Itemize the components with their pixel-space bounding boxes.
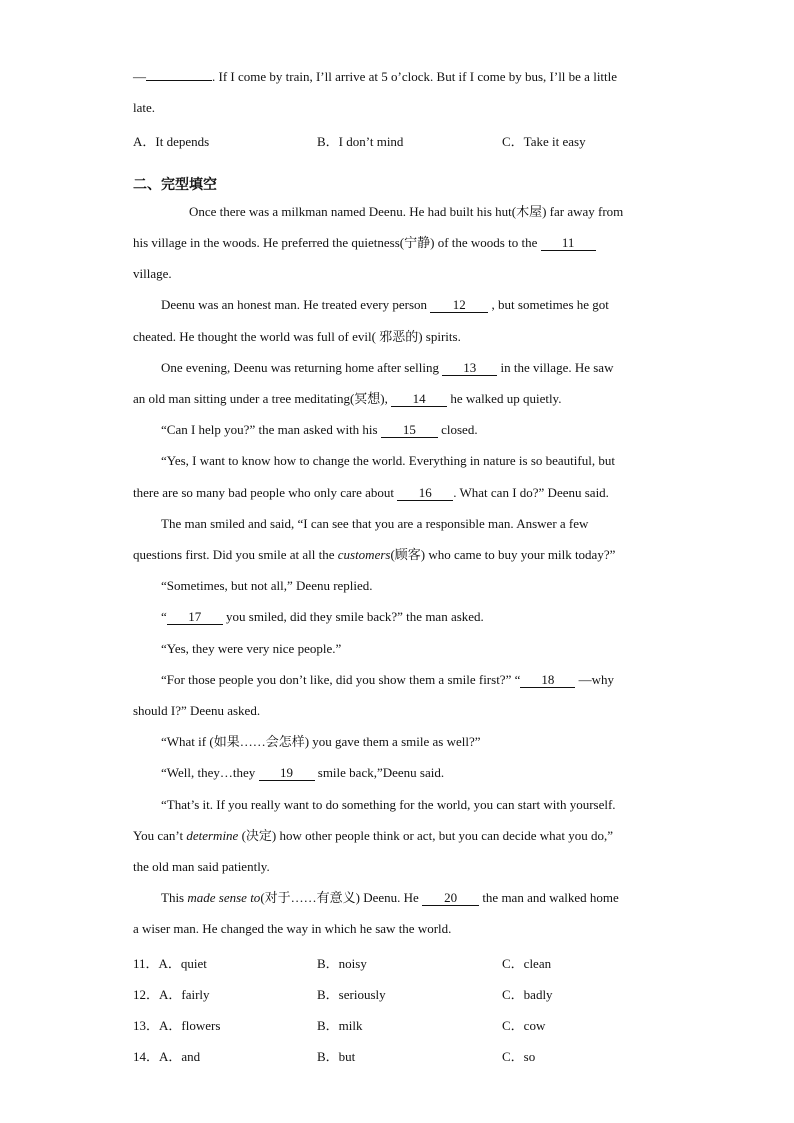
blank-13[interactable]: 13	[442, 361, 497, 376]
passage-p9-line-1: “Yes, they were very nice people.”	[161, 641, 342, 656]
passage-p13-line-2: You can’t determine (决定) how other people think or act, but you can decide what you do,”	[133, 828, 614, 843]
blank-15[interactable]: 15	[381, 423, 438, 438]
question-11-option-a[interactable]: 11．A．quiet	[133, 956, 207, 971]
question-13-option-b[interactable]: B．milk	[317, 1018, 363, 1033]
blank-16[interactable]: 16	[397, 486, 453, 501]
question-14-option-b[interactable]: B．but	[317, 1049, 356, 1064]
question-12-option-b[interactable]: B．seriously	[317, 987, 386, 1002]
question-14-option-a[interactable]: 14．A．and	[133, 1049, 201, 1064]
q10-dash: —	[133, 69, 146, 84]
passage-p1-line-3: village.	[133, 266, 172, 281]
q10-answer-blank[interactable]	[146, 80, 212, 81]
blank-20[interactable]: 20	[422, 891, 479, 906]
blank-17[interactable]: 17	[167, 610, 223, 625]
q10-options	[133, 131, 673, 147]
passage-p3-line-2: an old man sitting under a tree meditating(冥想), 14 he walked up quietly.	[133, 391, 562, 406]
passage-p1-line-1: Once there was a milkman named Deenu. He had built his hut(木屋) far away from	[189, 204, 624, 219]
passage-p11-line-1: “What if (如果……会怎样) you gave them a smile as well?”	[161, 734, 481, 749]
question-12	[133, 984, 673, 1000]
question-11-option-b[interactable]: B．noisy	[317, 956, 367, 971]
passage-p2-line-1: Deenu was an honest man. He treated every person 12 , but sometimes he got	[161, 297, 609, 312]
blank-18[interactable]: 18	[520, 673, 575, 688]
passage-p13-line-3: the old man said patiently.	[133, 859, 270, 874]
question-13-option-a[interactable]: 13．A．flowers	[133, 1018, 221, 1033]
question-12-option-c[interactable]: C．badly	[502, 987, 553, 1002]
q10-option-a[interactable]: A．It depends	[133, 134, 210, 149]
question-12-option-a[interactable]: 12．A．fairly	[133, 987, 210, 1002]
question-11	[133, 953, 673, 969]
passage-p8-line-1: “ 17 you smiled, did they smile back?” the man asked.	[161, 609, 484, 624]
passage-p1-line-2: his village in the woods. He preferred the quietness(宁静) of the woods to the 11	[133, 235, 596, 251]
q10-line-1	[133, 69, 617, 85]
passage-p5-line-2: there are so many bad people who only care about 16 . What can I do?” Deenu said.	[133, 485, 609, 500]
passage-p6-line-2: questions first. Did you smile at all the customers(顾客) who came to buy your milk today?”	[133, 547, 616, 562]
passage-p12-line-1: “Well, they…they 19 smile back,”Deenu said.	[161, 765, 445, 780]
question-14	[133, 1046, 673, 1062]
q10-option-c[interactable]: C．Take it easy	[502, 134, 586, 149]
passage-p10-line-1: “For those people you don’t like, did you show them a smile first?” “ 18 —why	[161, 672, 615, 687]
blank-11[interactable]: 11	[541, 236, 596, 251]
question-14-option-c[interactable]: C．so	[502, 1049, 536, 1064]
passage-p2-line-2: cheated. He thought the world was full of evil( 邪恶的) spirits.	[133, 329, 461, 344]
passage-p3-line-1: One evening, Deenu was returning home after selling 13 in the village. He saw	[161, 360, 614, 375]
passage-p14-line-1: This made sense to(对于……有意义) Deenu. He 20 the man and walked home	[161, 890, 619, 905]
passage-p7-line-1: “Sometimes, but not all,” Deenu replied.	[161, 578, 373, 593]
q10-option-b[interactable]: B．I don’t mind	[317, 134, 404, 149]
blank-12[interactable]: 12	[430, 298, 488, 313]
passage-p4-line-1: “Can I help you?” the man asked with his 15 closed.	[161, 422, 478, 437]
passage-p5-line-1: “Yes, I want to know how to change the world. Everything in nature is so beautiful, but	[161, 453, 615, 468]
section-title: 二、完型填空	[133, 177, 217, 193]
passage-p14-line-2: a wiser man. He changed the way in which he saw the world.	[133, 921, 452, 936]
question-13	[133, 1015, 673, 1031]
q10-text-1: . If I come by train, I’ll arrive at 5 o’clock. But if I come by bus, I’ll be a little	[212, 69, 618, 84]
question-11-option-c[interactable]: C．clean	[502, 956, 552, 971]
question-13-option-c[interactable]: C．cow	[502, 1018, 546, 1033]
passage-p6-line-1: The man smiled and said, “I can see that you are a responsible man. Answer a few	[161, 516, 589, 531]
passage-p13-line-1: “That’s it. If you really want to do something for the world, you can start with yourself.	[161, 797, 616, 812]
passage-p10-line-2: should I?” Deenu asked.	[133, 703, 261, 718]
q10-line-2: late.	[133, 100, 156, 115]
blank-14[interactable]: 14	[391, 392, 447, 407]
blank-19[interactable]: 19	[259, 766, 315, 781]
